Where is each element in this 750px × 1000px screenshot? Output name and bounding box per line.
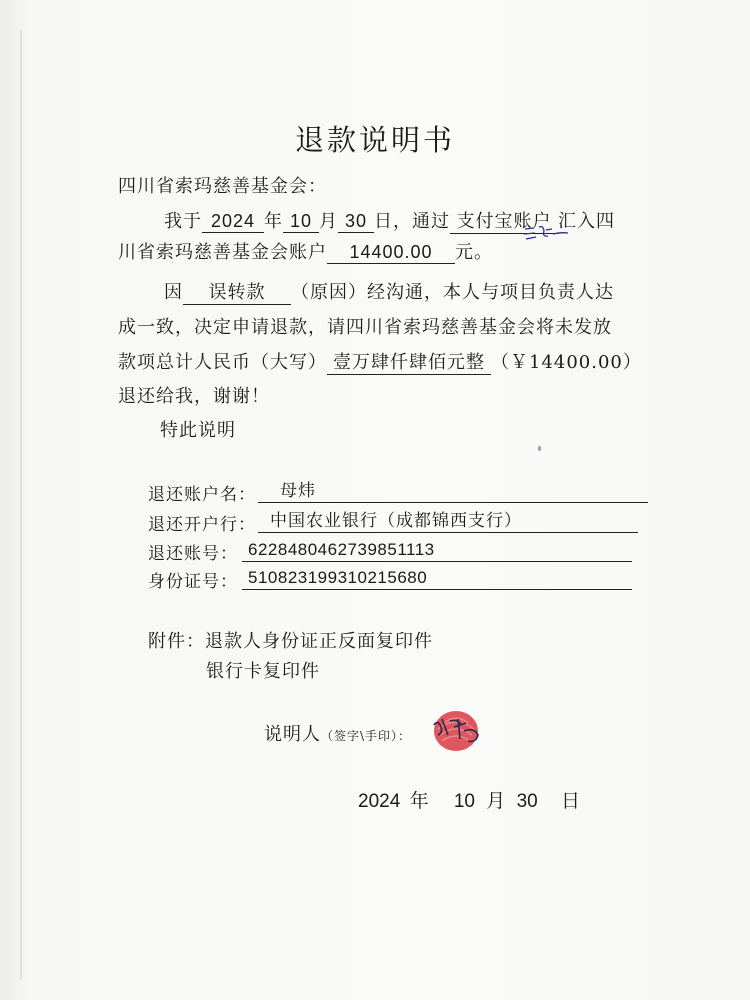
signer-note: （签字\手印）： (321, 729, 412, 743)
date-unit: 月 (486, 791, 506, 812)
handwritten-mark (522, 222, 572, 244)
field-value: 中国农业银行（成都锦西支行） (258, 510, 638, 533)
paragraph-2-line-2: 成一致，决定申请退款，请四川省索玛慈善基金会将未发放 (118, 317, 612, 338)
paragraph-2-line-1 (164, 278, 614, 305)
document-date (358, 786, 580, 813)
year-fill: 2024 (202, 210, 264, 233)
amount-words-fill: 壹万肆仟肆佰元整 (327, 352, 491, 375)
text: 汇入四 (558, 211, 615, 232)
addressee: 四川省索玛慈善基金会： (118, 176, 327, 197)
field-label: 退还账户名： (148, 485, 256, 505)
paragraph-2-line-3 (118, 348, 642, 375)
text: 我于 (164, 211, 202, 232)
attachment-item: 退款人身份证正反面复印件 (205, 631, 433, 652)
page-edge (20, 30, 22, 980)
field-label: 退还开户行： (148, 515, 256, 535)
attachments (148, 627, 433, 653)
closing-remark: 特此说明 (160, 420, 236, 441)
paragraph-1-line-2 (118, 238, 493, 264)
field-value: 母炜 (258, 480, 648, 503)
speck (538, 446, 541, 451)
text: 川省索玛慈善基金会账户 (118, 242, 327, 263)
paragraph-2-line-4: 退还给我，谢谢！ (118, 386, 270, 407)
document-title: 退款说明书 (294, 123, 455, 157)
text: （￥14400.00） (491, 352, 642, 373)
date-unit: 日 (561, 791, 581, 812)
attachment-item: 银行卡复印件 (206, 661, 320, 682)
channel-fill: 支付宝账户 (450, 211, 558, 234)
text: 月 (319, 211, 338, 232)
field-account-name (148, 480, 316, 505)
day-fill: 30 (338, 210, 374, 233)
field-label: 退还账号： (148, 544, 238, 564)
field-account-number (148, 539, 435, 564)
field-id-number (148, 567, 428, 592)
month-fill: 10 (283, 210, 319, 233)
text: 因 (164, 282, 183, 303)
attachments-label: 附件： (148, 631, 205, 652)
text: （原因）经沟通，本人与项目负责人达 (291, 282, 614, 303)
field-value: 510823199310215680 (242, 567, 632, 590)
date-year: 2024 (358, 791, 401, 812)
signature-fingerprint (428, 705, 492, 757)
date-day: 30 (516, 791, 538, 812)
text: 款项总计人民币（大写） (118, 352, 327, 373)
date-month: 10 (453, 791, 475, 812)
reason-fill: 误转款 (183, 282, 291, 305)
field-value: 6228480462739851113 (242, 539, 632, 562)
text: 年 (264, 211, 283, 232)
field-label: 身份证号： (148, 572, 238, 592)
signer-label: 说明人 (264, 724, 321, 745)
date-unit: 年 (409, 791, 429, 812)
signer-line (264, 720, 411, 746)
text: 元。 (455, 242, 493, 263)
text: 日，通过 (374, 211, 450, 232)
field-bank (148, 510, 522, 535)
amount-fill: 14400.00 (327, 241, 455, 264)
